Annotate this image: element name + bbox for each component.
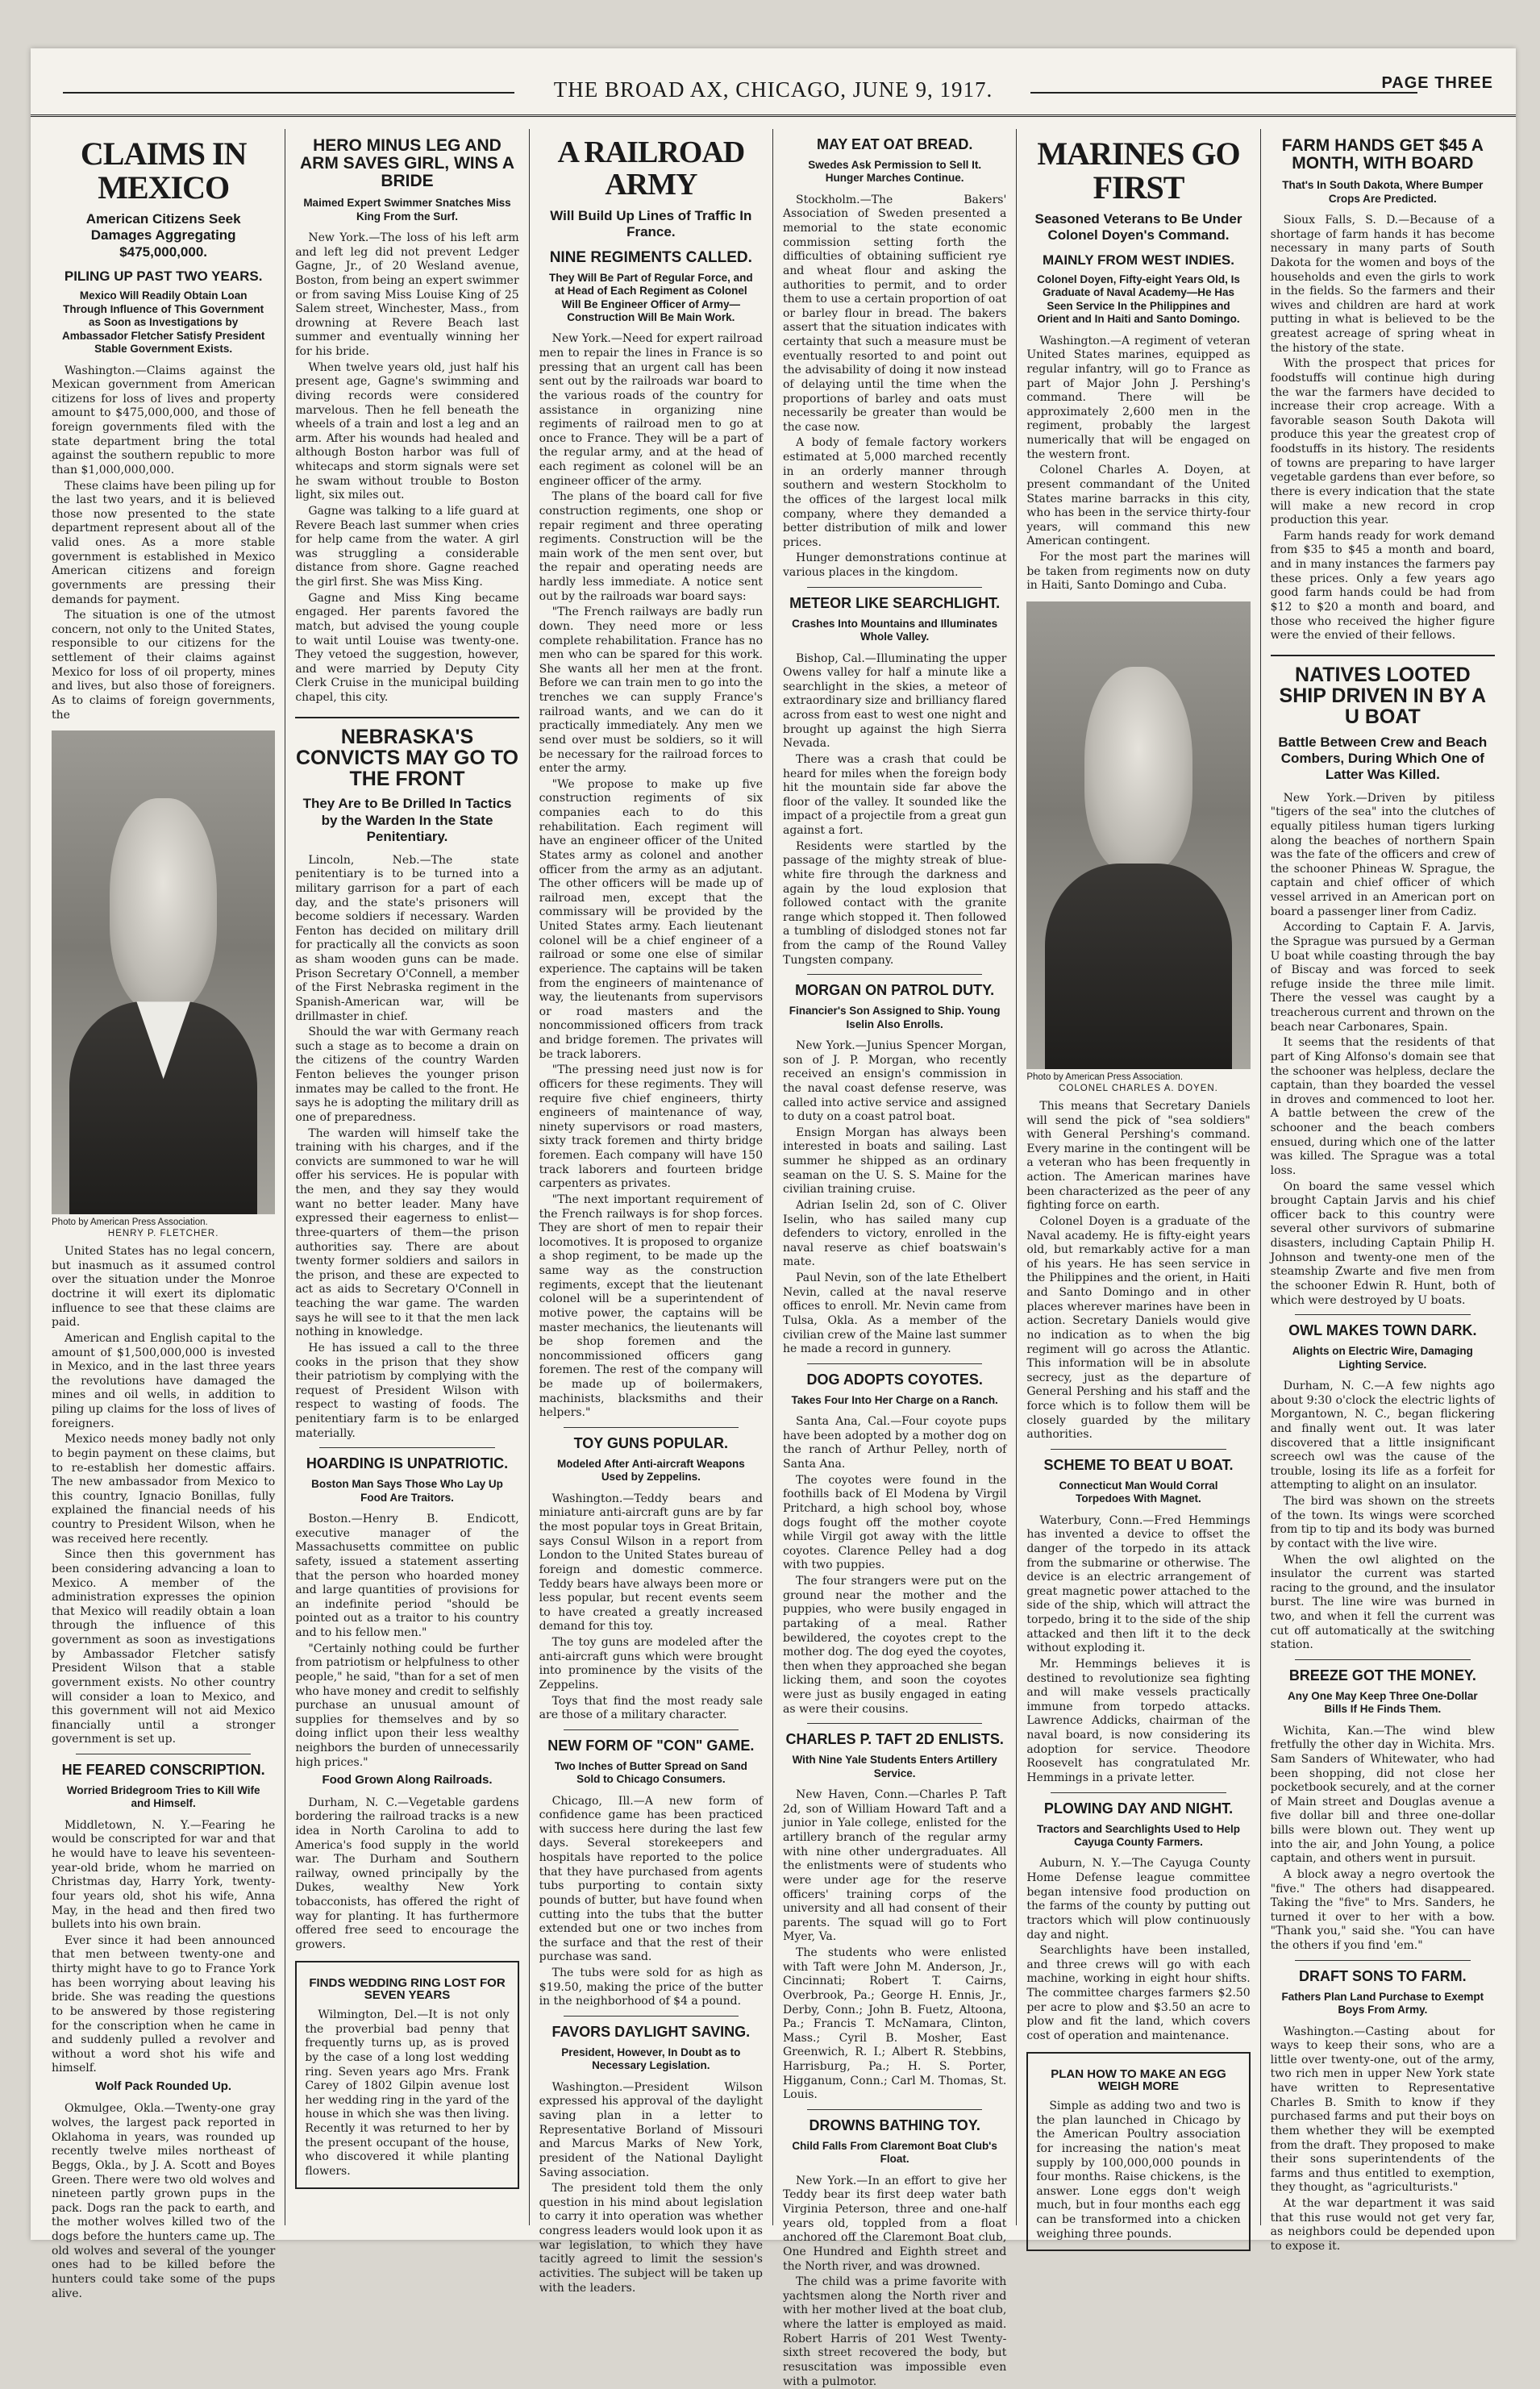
headline-taft-enlists: CHARLES P. TAFT 2D ENLISTS. [785,1731,1004,1748]
boxed-article-wedding-ring [295,1961,518,2189]
headline-hoarding: HOARDING IS UNPATRIOTIC. [306,1455,509,1472]
article-paragraph: He has issued a call to the three cooks in the prison that they show their patriotism by complying with the request of President Wilson with respect to wasting of foods. The penitentiary farm is to be enlarged materially. [295,1341,519,1440]
headline-dog-coyotes: DOG ADOPTS COYOTES. [806,1371,983,1388]
article-paragraph: The students who were enlisted with Taft were John M. Anderson, Jr., Cincinnati; Robert T. Cairns, Overbrook, Pa.; George H. Ennis, Jr., Derby, Conn.; John B. Fuetz, Altoona, Pa.; Francis T. McNamara, Clinton, Mass.; Cyril B. Mosher, East Greenwich, R. I.; Albert R. Stebbins, Harrisburg, Pa.; H. S. Porter, Higganum, Conn.; Carl M. Thomas, St. Louis. [783,1946,1007,2102]
article-paragraph: Gagne and Miss King became engaged. Her parents favored the match, but advised the young couple to wait until Louise was twenty-one. They vetoed the suggestion, however, and were married by Deputy City Clerk Cruise in the municipal building chapel, this city. [295,591,519,705]
article-paragraph: Since then this government has been considering advancing a loan to Mexico. A member of the administration expresses the opinion that Mexico will readily obtain a loan through the influence of this government as soon as investigations by Ambassador Fletcher satisfy President Wilson that a stable government exists. No other country will consider a loan to Mexico, and this government will not aid Mexico financially until a stronger government is set up. [52,1548,276,1746]
headline-natives-looted: NATIVES LOOTED SHIP DRIVEN IN BY A U BOAT [1279,663,1487,729]
divider [295,717,518,718]
article-paragraph: New York.—The loss of his left arm and left leg did not prevent Ledger Gagne, Jr., of 20 Wesland avenue, Boston, from being an expert swimmer or from saving Miss Louise King of 25 Salem street, Winchester, Mass., from drowning at Revere Beach last summer and eventually winning her for his bride. [295,231,519,359]
article-paragraph: The coyotes were found in the foothills back of El Modena by Virgil Pritchard, a high school boy, whose dogs fought off the mother coyote while Virgil got away with the little coyotes. Clarence Pelley had a dog with two puppies. [783,1473,1007,1572]
divider [807,587,982,588]
divider [1295,1314,1471,1315]
divider [564,1729,739,1730]
column-6 [1261,129,1505,2253]
article-paragraph: A block away a negro overtook the "five." The others had disappeared. Taking the "five" to Mrs. Sanders, he turned it over to her with a bow. "Thank you," said she. "You can have the others if you find 'em." [1270,1867,1495,1953]
headline-daylight-saving: FAVORS DAYLIGHT SAVING. [551,2023,751,2040]
deck-seasoned-veterans: Seasoned Veterans to Be Under Colonel Doyen's Command. [1034,211,1242,243]
column-5 [1017,129,1260,2241]
newspaper-page [31,48,1516,2388]
article-paragraph: The four strangers were put on the ground near the mother and the puppies, who were busily engaged in partaking of a meal. Rather bewildered, the coyotes crept to the mother dog. The dog eyed the coyotes, then when they approached she began licking them, and soon the coyotes were just as busily engaged in eating as were their cousins. [783,1575,1007,1716]
article-paragraph: Washington.—President Wilson expressed his approval of the daylight saving plan in a letter to Representative Borland of Missouri and Marcus Marks of New York, president of the National Daylight Saving association. [539,2080,763,2179]
headline-nebraska-convicts: NEBRASKA'S CONVICTS MAY GO TO THE FRONT [296,725,518,791]
article-paragraph: The situation is one of the utmost concern, not only to the United States, responsible to our citizens for the settlement of their claims against Mexico for loss of oil property, mines and lives, but also those of foreigners. As to claims of foreign governments, the [52,609,276,722]
columns [42,129,1505,2388]
photo-henry-fletcher [52,730,275,1214]
subdeck-breeze-money: Any One May Keep Three One-Dollar Bills If He Finds Them. [1288,1689,1478,1716]
page-label: PAGE THREE [1381,74,1493,92]
divider [807,1723,982,1724]
subdeck-farm-hands: That's In South Dakota, Where Bumper Crops Are Predicted. [1282,179,1484,205]
article-paragraph: These claims have been piling up for the last two years, and it is believed those now presented to the state department represent about all of the valid ones. As a more stable government is established in Mexico American citizens and foreign governments are pressing their demands for payment. [52,479,276,606]
article-paragraph: Washington.—Teddy bears and miniature anti-aircraft guns are by far the most popular toys in Great Britain, says Consul Wilson in a report from London to the United States bureau of foreign and domestic commerce. Teddy bears have always been more or less popular, but recent events seem to have created a greatly increased demand for this toy. [539,1492,763,1634]
article-paragraph: Wilmington, Del.—It is not only the proverbial bad penny that frequently turns up, as is proved by the case of a long lost wedding ring. Seven years ago Mrs. Frank Carey of 1802 Gilpin avenue lost her wedding ring in the yard of the house in which she was then living. Recently it was returned to her by the present occupant of the house, who discovered it while planting flowers. [305,2008,510,2178]
subdeck-plowing: Tractors and Searchlights Used to Help Cayuga County Farmers. [1036,1822,1241,1848]
article-paragraph: According to Captain F. A. Jarvis, the Sprague was pursued by a German U boat while coasting through the bay of Biscay and was forced to seek refuge inside the three mile limit. There the vessel was caught by a treacherous current and thrown on the beach near Carbonares, Spain. [1270,921,1495,1034]
article-paragraph: The bird was shown on the streets of the town. Its wings were scorched from tip to tip and its body was burned by contact with the live wire. [1270,1495,1495,1550]
article-paragraph: Simple as adding two and two is the plan launched in Chicago by the American Poultry association for increasing the nation's meat supply by 100,000,000 pounds in four months. Raise chickens, is the answer. Lone eggs don't weigh much, but in four months each egg can be transformed into a chicken weighing three pounds. [1036,2100,1241,2241]
article-paragraph: On board the same vessel which brought Captain Jarvis and his chief officer back to this country were several other survivors of submarine disasters, including Captain Philip H. Johnson and twenty-one men of the steamship Zwarte and five men from the schooner Edwin R. Hunt, both of which were destroyed by U boats. [1270,1180,1495,1307]
deck-beach-combers: Battle Between Crew and Beach Combers, During Which One of Latter Was Killed. [1278,734,1488,783]
article-paragraph: Auburn, N. Y.—The Cayuga County Home Defense league committee began intensive food production on the farms of the county by putting out tractors which will plow continuously day and night. [1026,1857,1251,1942]
article-paragraph: Paul Nevin, son of the late Ethelbert Nevin, called at the naval reserve offices to enroll. Mr. Nevin came from Tulsa, Okla. As a member of the civilian crew of the Maine last summer he made a record in gunnery. [783,1271,1007,1356]
article-paragraph: There was a crash that could be heard for miles when the foreign body hit the mountain side far above the floor of the valley. It sounded like the impact of a projectile from a great gun against a fort. [783,752,1007,838]
subdeck-bathing-toy: Child Falls From Claremont Boat Club's Float. [792,2139,997,2166]
headline-toy-guns: TOY GUNS POPULAR. [573,1434,729,1451]
subdeck-maimed-swimmer: Maimed Expert Swimmer Snatches Miss King From the Surf. [303,197,511,223]
article-paragraph: Colonel Doyen is a graduate of the Naval academy. He is fifty-eight years old, but remarkably active for a man of his years. He has seen service in the Philippines and the orient, in Haiti and Santo Domingo and in other places wherever marines have been in action. Secretary Daniels would give no indication as to when the big regiment will go across the Atlantic. This information will be in absolute secrecy, just as the departure of General Pershing and his staff and the force which is to follow them will be closely guarded by the military authorities. [1026,1214,1251,1442]
article-paragraph: Waterbury, Conn.—Fred Hemmings has invented a device to offset the danger of the torpedo in its attack from the submarine or otherwise. The device is an electric arrangement of great magnetic power attached to the side of the ship, which will attract the torpedo, bring it to the side of the ship attacked and then lift it to the deck without exploding it. [1026,1513,1251,1655]
divider [807,974,982,975]
deck-west-indies: MAINLY FROM WEST INDIES. [1042,252,1234,268]
divider [807,2109,982,2110]
headline-oat-bread: MAY EAT OAT BREAD. [816,136,973,152]
column-4 [773,129,1017,2388]
headline-plowing: PLOWING DAY AND NIGHT. [1043,1800,1234,1817]
column-1 [42,129,285,2300]
article-paragraph: Middletown, N. Y.—Fearing he would be conscripted for war and that he would have to leave his seventeen-year-old bride, whom he married on Christmas day, Harry York, twenty-four years old, shot his wife, Anna May, in the head and then fired two bullets into his own brain. [52,1818,276,1932]
article-paragraph: New York.—Driven by pitiless "tigers of the sea" into the clutches of equally pitiless human tigers lurking along the beaches of northern Spain was the fate of the officers and crew of the schooner Phineas W. Sprague, the captain and chief officer of which vessel arrived in an American port on board a passenger liner from Cadiz. [1270,791,1495,918]
article-paragraph: Mexico needs money badly not only to begin payment on these claims, but to re-establish her domestic affairs. The new ambassador from Mexico to this country, Ignacio Bonillas, fully explained the financial needs of his country to President Wilson, when he was received here recently. [52,1433,276,1546]
photo-credit: Photo by American Press Association. [1026,1072,1184,1082]
deck-nine-regiments: NINE REGIMENTS CALLED. [549,248,752,266]
article-paragraph: New Haven, Conn.—Charles P. Taft 2d, son of William Howard Taft and a junior in Yale college, enlisted for the artillery branch of the regular army with nine other undergraduates. All the enlistments were of students who were under age for the reserve officers' training corps of the university and all had consent of their parents. The squad will go to Fort Myer, Va. [783,1788,1007,1944]
headline-breeze-money: BREEZE GOT THE MONEY. [1288,1667,1476,1684]
article-paragraph: Washington.—A regiment of veteran United States marines, equipped as regular infantry, will go to France as part of Major John J. Pershing's command. There will be approximately 2,600 men in the regiment, probably the largest numerically that will be engaged on the western front. [1026,334,1251,461]
article-paragraph: Lincoln, Neb.—The state penitentiary is to be turned into a military garrison for a part of each day, and the state's prisoners will become soldiers if necessary. Warden Fenton has decided on military drill for practically all the convicts as soon as sham wooden guns can be made. Prison Secretary O'Connell, a member of the First Nebraska regiment in the Spanish-American war, will be drillmaster in chief. [295,853,519,1023]
deck-piling-up: PILING UP PAST TWO YEARS. [64,268,263,285]
headline-beat-u-boat: SCHEME TO BEAT U BOAT. [1043,1456,1234,1473]
divider [1295,1659,1471,1660]
divider [319,1447,494,1448]
article-paragraph: When twelve years old, just half his present age, Gagne's swimming and diving records were considered marvelous. Then he fell beneath the wheels of a train and lost a leg and an arm. After his wounds had healed and although Boston harbor was full of whitecaps and storm signals were set he swam without trouble to Boston light, six miles out. [295,360,519,502]
headline-egg-weigh: PLAN HOW TO MAKE AN EGG WEIGH MORE [1051,2066,1226,2094]
subdeck-daylight-saving: President, However, In Doubt as to Necessary Legislation. [561,2046,741,2072]
article-paragraph: Searchlights have been installed, and three crews will go with each machine, working in eight hour shifts. The committee charges farmers $2.50 per acre to plow and $3.50 an acre to plow and fit the land, which covers cost of operation and maintenance. [1026,1944,1251,2042]
masthead [31,73,1516,117]
article-paragraph: The president told them the only question in his mind about legislation to carry it into operation was whether congress leaders would look upon it as war legislation, to which they have tacitly agreed to limit the session's activities. The subject will be taken up with the leaders. [539,2182,763,2295]
article-paragraph: Sioux Falls, S. D.—Because of a shortage of farm hands it has become necessary in many parts of South Dakota for the women and boys of the households and even the girls to work in the fields. So the farmers and their wives and children are hard at work putting in what is believed to be the greatest acreage of spring wheat in the history of the state. [1270,214,1495,355]
divider [564,1427,739,1428]
boxed-article-egg [1026,2052,1250,2252]
headline-owl-dark: OWL MAKES TOWN DARK. [1288,1322,1477,1339]
article-paragraph: American and English capital to the amount of $1,500,000,000 is invested in Mexico, and in the last three years the revolutions have damaged the mines and oil wells, in addition to piling up claims for the loss of lives of foreigners. [52,1331,276,1430]
column-2 [285,129,529,2225]
subdeck-regular-force: They Will Be Part of Regular Force, and at Head of Each Regiment as Colonel Will Be Engineer Officer of Army—Construction Will Be Main Work. [548,271,753,323]
headline-railroad-army: A RAILROAD ARMY [557,135,745,202]
headline-morgan-patrol: MORGAN ON PATROL DUTY. [795,982,995,999]
article-paragraph: With the prospect that prices for foodstuffs will continue high during the war the farmers have decided to increase their crop acreage. With a favorable season South Dakota will produce this year the greatest crop of foodstuffs in its history. The residents of towns are preparing to have larger vegetable gardens than ever before, so there is every indication that the state will make a new record in crop production this year. [1270,357,1495,527]
subdeck-toy-guns: Modeled After Anti-aircraft Weapons Used by Zeppelins. [556,1457,745,1484]
article-paragraph: Okmulgee, Okla.—Twenty-one gray wolves, the largest pack reported in Oklahoma in years, was rounded up recently twelve miles northeast of Beggs, Okla., by J. A. Scott and Boyes Green. There were two old wolves and nineteen partly grown pups in the pack. Dogs ran the pack to earth, and the mother wolves killed two of the dogs before the hunters came up. The old wolves and several of the younger ones had to be killed before the hunters could take some of the pups alive. [52,2102,276,2300]
headline-meteor: METEOR LIKE SEARCHLIGHT. [789,594,1001,611]
article-paragraph: Toys that find the most ready sale are those of a military character. [539,1694,763,1722]
article-paragraph: Chicago, Ill.—A new form of confidence game has been practiced with success here during the last few days. Several storekeepers and hospitals have reported to the police that they have purchased from agents tubs purporting to contain sixty pounds of butter, but have found when cutting into the tubs that the butter extended but one or two inches from the surface and that the rest of their purchase was sand. [539,1794,763,1964]
article-paragraph: At the war department it was said that this ruse would not get very far, as neighbors could be depended upon to expose it. [1270,2197,1495,2253]
article-paragraph: United States has no legal concern, but inasmuch as it assumed control over the situation under the Monroe doctrine it will exert its diplomatic influence to see that these claims are paid. [52,1245,276,1330]
headline-claims-in-mexico: CLAIMS IN MEXICO [80,135,247,206]
article-paragraph: Durham, N. C.—Vegetable gardens bordering the railroad tracks is a new idea in North Carolina to add to America's food supply in the world war. The Durham and Southern railway, owned principally by the Dukes, wealthy New York tobacconists, has offered the right of way for planting. It has furthermore offered free seed to encourage the growers. [295,1796,519,1951]
photo-colonel-doyen [1026,601,1250,1069]
article-paragraph: For the most part the marines will be taken from regiments now on duty in Haiti, Santo Domingo and Cuba. [1026,551,1251,593]
subdeck-beat-u-boat: Connecticut Man Would Corral Torpedoes With Magnet. [1059,1479,1218,1505]
article-paragraph: Hunger demonstrations continue at various places in the kingdom. [783,551,1007,580]
article-paragraph: New York.—In an effort to give her Teddy bear its first deep water bath Virginia Peterson, three and one-half years old, toppled from a float anchored off the Claremont Boat club, One Hundred and Eighth street and the North river, and was drowned. [783,2174,1007,2273]
article-paragraph: The child was a prime favorite with yachtsmen along the North river and with her mother lived at the boat club, where the latter is employed as maid. Robert Harris of 201 West Twenty-sixth street recovered the body, but resuscitation was impossible even with a pulmotor. [783,2275,1007,2388]
subdeck-hoarding: Boston Man Says Those Who Lay Up Food Are Traitors. [311,1478,503,1504]
article-paragraph: Residents were startled by the passage of the mighty streak of blue-white fire through the darkness and again by the loud explosion that followed contact with the granite range which stopped it. Then followed a tumbling of dislodged stones not far from the camp of the Round Valley Tungsten company. [783,839,1007,967]
article-paragraph: Bishop, Cal.—Illuminating the upper Owens valley for half a minute like a searchlight in the skies, a meteor of extraordinary size and brilliancy flared across from east to west one night and brought up against the high Sierra Nevada. [783,651,1007,751]
divider [1271,655,1495,656]
divider [1051,1449,1226,1450]
photo-caption-name: HENRY P. FLETCHER. [107,1229,219,1239]
article-paragraph: This means that Secretary Daniels will send the pick of "sea soldiers" with General Pershing's command. Every marine in the contingent will be a veteran who has been frequently in action. The American marines have been characterized as the peer of any fighting force on earth. [1026,1099,1251,1213]
article-paragraph: Gagne was talking to a life guard at Revere Beach last summer when cries for help came from the water. A girl was struggling a considerable distance from shore. Gagne reached the girl first. She was Miss King. [295,504,519,589]
article-paragraph: Stockholm.—The Bakers' Association of Sweden presented a memorial to the state economic commission setting forth the difficulties of obtaining sufficient rye and wheat flour and asking the authorities to permit, and to order them to use a certain proportion of oat or barley flour in bread. The bakers assert that the situation indicates with certainty that such a measure must be eventually resorted to and point out the advisability of doing it now instead of delaying until the time when the proportions of barley and oats must necessarily be greater than would be the case now. [783,193,1007,434]
photo-credit: Photo by American Press Association. [52,1217,208,1228]
headline-con-game: NEW FORM OF "CON" GAME. [547,1737,755,1754]
headline-marines-go-first: MARINES GO FIRST [1037,135,1240,206]
subdeck-dog-coyotes: Takes Four Into Her Charge on a Ranch. [791,1393,998,1406]
article-paragraph: Ensign Morgan has always been interested in boats and sailing. Last summer he shipped as an ordinary seaman on the U. S. S. Maine for the civilian training cruise. [783,1126,1007,1197]
masthead-rule-right [1030,92,1417,94]
article-paragraph: Ever since it had been announced that men between twenty-one and thirty might have to go to France York has been worrying about leaving his bride. She was reading the questions to be answered by those registering for the conscription when he came in and suddenly pulled a revolver and without a word shot his wife and himself. [52,1933,276,2075]
article-paragraph: Wichita, Kan.—The wind blew fretfully the other day in Wichita. Mrs. Sam Sanders of Whitewater, who had been shopping, did not close her pocketbook securely, and at the corner of Main street and Douglas avenue a five dollar bill and three one-dollar bills were blown out. They went up into the air, and John Young, a police captain, and others went in pursuit. [1270,1724,1495,1866]
portrait-face [1084,667,1192,872]
headline-food-railroads: Food Grown Along Railroads. [322,1773,493,1788]
photo-caption-name: COLONEL CHARLES A. DOYEN. [1059,1083,1218,1093]
subdeck-bridegroom: Worried Bridegroom Tries to Kill Wife and Himself. [66,1783,260,1810]
article-paragraph: When the owl alighted on the insulator the current was started racing to the ground, and the insulator burst. The line wire was burned in two, and when it fell the current was cut off automatically at the switching station. [1270,1553,1495,1652]
subdeck-taft-enlists: With Nine Yale Students Enters Artillery Service. [792,1754,997,1779]
article-paragraph: "Certainly nothing could be further from patriotism or helpfulness to other people," he said, "than for a set of men who have money and credit to selfishly purchase an unusual amount of supplies for themselves and by so doing inflict upon their less wealthy neighbors the burden of unnecessarily high prices." [295,1642,519,1769]
headline-bathing-toy: DROWNS BATHING TOY. [809,2116,980,2133]
article-paragraph: Durham, N. C.—A few nights ago about 9:30 o'clock the electric lights of Morgantown, N. C., began flickering and finally went out. It was later discovered that a little insignificant screech owl was the cause of the trouble, losing its life as a forfeit for attempting to alight on an insulator. [1270,1380,1495,1492]
subdeck-con-game: Two Inches of Butter Spread on Sand Sold to Chicago Consumers. [554,1759,747,1786]
article-paragraph: "The French railways are badly run down. They need more or less complete rehabilitation. France has no men who can be spared for this work. She wants all her men at the front. Before we can train men to go into the trenches we can supply France's railroad wants, and we can do it practically immediately. Any men we send over must be soldiers, so it will be necessary for the railroad forces to enter the army. [539,606,763,776]
deck-lines-of-traffic: Will Build Up Lines of Traffic In France. [550,207,752,240]
article-paragraph: Santa Ana, Cal.—Four coyote pups have been adopted by a mother dog on the ranch of Arthur Pelley, north of Santa Ana. [783,1415,1007,1471]
portrait-face [110,798,217,1011]
article-paragraph: Mr. Hemmings believes it is destined to revolutionize sea fighting and will make vessels practically immune from torpedo attacks. Lawrence Addicks, chairman of the naval board, is now considering its adoption for service. Theodore Roosevelt has congratulated Mr. Hemmings in a private letter. [1026,1657,1251,1784]
headline-feared-conscription: HE FEARED CONSCRIPTION. [61,1762,265,1779]
article-paragraph: "The next important requirement of the French railways is for shop forces. They are short of men to repair their locomotives. It is proposed to organize a shop regiment, to be made up the same way as the construction regiments, except that the lieutenant colonel will be a superintendent of motive power, the captains will be master mechanics, the lieutenants will be shop foremen and the noncommissioned officers gang foremen. The rest of the company will be made up of boilermakers, machinists, blacksmiths and their helpers." [539,1192,763,1420]
headline-farm-hands: FARM HANDS GET $45 A MONTH, WITH BOARD [1281,136,1484,173]
headline-wolf-pack: Wolf Pack Rounded Up. [95,2079,232,2094]
divider [1051,1792,1226,1793]
article-paragraph: The plans of the board call for five construction regiments, one shop or repair regiment and three operating regiments. Construction will be the main work of the men sent over, but the repair and operating needs are hardly less immediate. A notice sent out by the railroads war board says: [539,490,763,603]
headline-draft-sons: DRAFT SONS TO FARM. [1298,1967,1467,1984]
masthead-title: THE BROAD AX, CHICAGO, JUNE 9, 1917. [553,77,993,102]
article-paragraph: "The pressing need just now is for officers for these regiments. They will require five chief engineers, thirty engineers of maintenance of way, ninety supervisors or road masters, sixty track foremen and thirty bridge foremen. Each company will have 150 track laborers and fourteen bridge carpenters as privates. [539,1063,763,1191]
divider [1295,1960,1471,1961]
subdeck-meteor: Crashes Into Mountains and Illuminates Whole Valley. [792,617,998,643]
subdeck-owl-dark: Alights on Electric Wire, Damaging Lighting Service. [1292,1345,1473,1371]
article-paragraph: Washington.—Casting about for ways to keep their sons, who are a little over twenty-one, out of the army, two rich men in upper New York state have written to Representative Charles B. Smith to know if they purchased farms and put their boys on them whether they will be exempted from the draft. They proposed to make their sons superintendents of the farms and thus entitled to exemption, they thought, as "agriculturists." [1270,2025,1495,2195]
article-paragraph: New York.—Need for expert railroad men to repair the lines in France is so pressing that an urgent call has been sent out by the railroads war board to the various roads of the country for assistance in organizing nine regiments of railroad men to go at once to France. They will be a part of the regular army, and at the head of each regiment as colonel will be an engineer officer of the army. [539,332,763,488]
article-paragraph: Colonel Charles A. Doyen, at present commandant of the United States marine barracks in this city, who has been in the service thirty-four years, will command this new American contingent. [1026,464,1251,548]
article-paragraph: Farm hands ready for work demand from $35 to $45 a month and board, and in many instances the farmers pay these prices. Only a few years ago good farm hands could be had from $12 to $20 a month and board, and those who received the higher figure were the envied of their fellows. [1270,529,1495,643]
column-3 [530,129,773,2295]
article-paragraph: The warden will himself take the training with his charges, and if the convicts are summoned to war he will offer his services. He is popular with the men, and they say they would want no better leader. Many have expressed their eagerness to enlist—three-quarters of them—the prison authorities say. There are about twenty former soldiers and sailors in the prison, and these are expected to act as aids to Secretary O'Connell in teaching the war game. The warden says he will see to it that the men lack nothing in knowledge. [295,1126,519,1339]
subdeck-draft-sons: Fathers Plan Land Purchase to Exempt Boys From Army. [1281,1990,1484,2016]
subdeck-morgan-patrol: Financier's Son Assigned to Ship. Young Iselin Also Enrolls. [789,1005,1001,1030]
portrait-uniform [1045,864,1233,1069]
subdeck-mexico-loan: Mexico Will Readily Obtain Loan Through Influence of This Government as Soon as Investigations by Ambassador Fletcher Satisfy President Stable Government Exists. [61,289,265,356]
article-paragraph: Adrian Iselin 2d, son of C. Oliver Iselin, who has sailed many cup defenders to victory, enrolled in the naval reserve as chief boatswain's mate. [783,1198,1007,1269]
subdeck-colonel-doyen: Colonel Doyen, Fifty-eight Years Old, Is Graduate of Naval Academy—He Has Seen Service In the Philippines and Orient and In Haiti and Santo Domingo. [1037,273,1240,326]
article-paragraph: It seems that the residents of that part of King Alfonso's domain see that the schooner was helpless, declare the captain, than they boarded the vessel in droves and commenced to loot her. A battle between the crew of the schooner and the beach combers ensued, during which one of the latter was killed. The Sprague was a total loss. [1270,1036,1495,1177]
subdeck-oat-bread: Swedes Ask Permission to Sell It. Hunger Marches Continue. [808,158,982,185]
article-paragraph: Boston.—Henry B. Endicott, executive manager of the Massachusetts committee on public safety, issued a statement asserting that the person who hoarded money and large quantities of provisions for an indefinite period "should be pointed out as a traitor to his country and to his fellow men." [295,1513,519,1640]
divider [807,1363,982,1364]
article-paragraph: New York.—Junius Spencer Morgan, son of J. P. Morgan, who recently received an ensign's commission in the naval coast defense reserve, was called into active service and assigned to duty on a coast patrol boat. [783,1039,1007,1124]
deck-drilled-tactics: They Are to Be Drilled In Tactics by the Warden In the State Penitentiary. [302,796,512,845]
article-paragraph: A body of female factory workers estimated at 5,000 marched recently in an orderly manner through southern and western Stockholm to the offices of the largest local milk company, where they demanded a better distribution of milk and lower prices. [783,436,1007,549]
headline-hero-minus-leg: HERO MINUS LEG AND ARM SAVES GIRL, WINS A BRIDE [299,136,514,191]
article-paragraph: Washington.—Claims against the Mexican government from American citizens for loss of lives and property amount to $475,000,000, and those of foreign governments filed with the state department bring the total against the southern republic to more than $1,000,000,000. [52,364,276,477]
article-paragraph: "We propose to make up five construction regiments of six companies each to do this rehabilitation. Each regiment will have an engineer officer of the United States army as colonel and another officer from the army as an adjutant. The other officers will be made up of railroad men, except that the commissary will be provided by the United States army. Each lieutenant colonel will be a chief engineer of a railroad or some one else of similar experience. The captains will be taken from the engineers of maintenance of way, the lieutenants from supervisors or road masters and the noncommissioned officers from track and bridge foremen. The privates will be track laborers. [539,777,763,1061]
article-paragraph: The toy guns are modeled after the anti-aircraft guns which were brought into prominence by the visits of the Zeppelins. [539,1636,763,1692]
headline-wedding-ring: FINDS WEDDING RING LOST FOR SEVEN YEARS [309,1975,506,2003]
deck-claims: American Citizens Seek Damages Aggregating $475,000,000. [85,211,241,260]
article-paragraph: The tubs were sold for as high as $19.50, making the price of the butter in the neighborhood of $4 a pound. [539,1967,763,2008]
article-paragraph: Should the war with Germany reach such a stage as to become a drain on the citizens of the country Warden Fenton believes the younger prison inmates may be called to the front. He says he is adopting the military drill as one of preparedness. [295,1026,519,1124]
